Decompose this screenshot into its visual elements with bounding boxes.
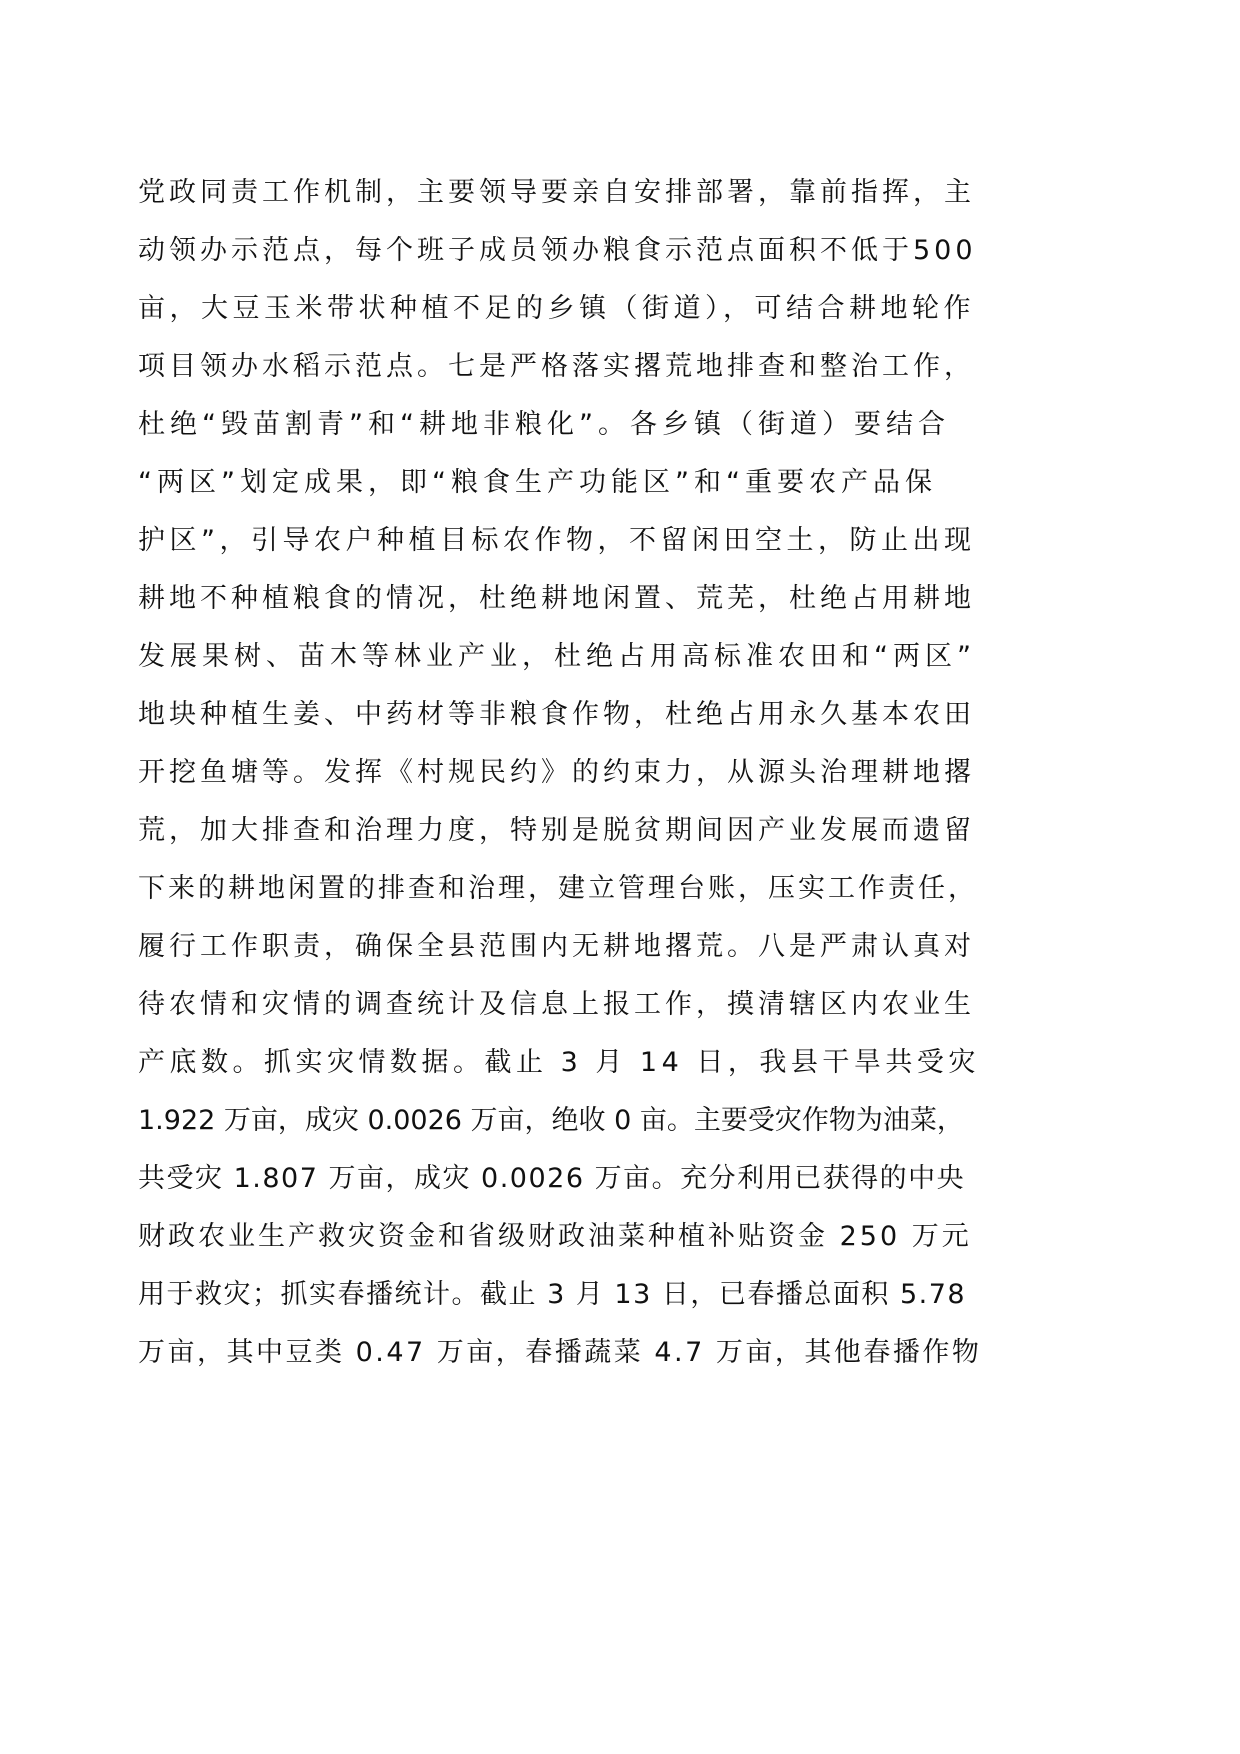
paragraph-line: 地块种植生姜、中药材等非粮食作物，杜绝占用永久基本农田 (138, 699, 975, 730)
paragraph-line: “两区”划定成果，即“粮食生产功能区”和“重要农产品保 (138, 467, 937, 498)
paragraph-line: 动领办示范点，每个班子成员领办粮食示范点面积不低于500 (138, 235, 977, 266)
paragraph-line: 产底数。抓实灾情数据。截止 3 月 14 日，我县干旱共受灾 (138, 1047, 980, 1078)
paragraph-line: 财政农业生产救灾资金和省级财政油菜种植补贴资金 250 万元 (138, 1221, 972, 1252)
paragraph-line: 党政同责工作机制，主要领导要亲自安排部署，靠前指挥，主 (138, 177, 975, 208)
paragraph-line: 开挖鱼塘等。发挥《村规民约》的约束力，从源头治理耕地撂 (138, 757, 975, 788)
paragraph-line: 耕地不种植粮食的情况，杜绝耕地闲置、荒芜，杜绝占用耕地 (138, 583, 975, 614)
paragraph-line: 项目领办水稻示范点。七是严格落实撂荒地排查和整治工作， (138, 351, 975, 382)
paragraph-line: 荒，加大排查和治理力度，特别是脱贫期间因产业发展而遗留 (138, 815, 975, 846)
paragraph-line: 履行工作职责，确保全县范围内无耕地撂荒。八是严肃认真对 (138, 931, 975, 962)
paragraph-line: 共受灾 1.807 万亩，成灾 0.0026 万亩。充分利用已获得的中央 (138, 1163, 966, 1194)
paragraph-line: 1.922 万亩，成灾 0.0026 万亩，绝收 0 亩。主要受灾作物为油菜， (138, 1105, 964, 1136)
paragraph-line: 待农情和灾情的调查统计及信息上报工作，摸清辖区内农业生 (138, 989, 975, 1020)
paragraph-line: 亩，大豆玉米带状种植不足的乡镇（街道），可结合耕地轮作 (138, 293, 975, 324)
paragraph-line: 万亩，其中豆类 0.47 万亩，春播蔬菜 4.7 万亩，其他春播作物 (138, 1337, 982, 1368)
paragraph-line: 发展果树、苗木等林业产业，杜绝占用高标准农田和“两区” (138, 641, 976, 672)
paragraph-line: 下来的耕地闲置的排查和治理，建立管理台账，压实工作责任， (138, 873, 978, 904)
paragraph-line: 杜绝“毁苗割青”和“耕地非粮化”。各乡镇（街道）要结合 (138, 409, 950, 440)
paragraph-line: 用于救灾；抓实春播统计。截止 3 月 13 日，已春播总面积 5.78 (138, 1279, 967, 1310)
paragraph-line: 护区”，引导农户种植目标农作物，不留闲田空土，防止出现 (138, 525, 976, 556)
